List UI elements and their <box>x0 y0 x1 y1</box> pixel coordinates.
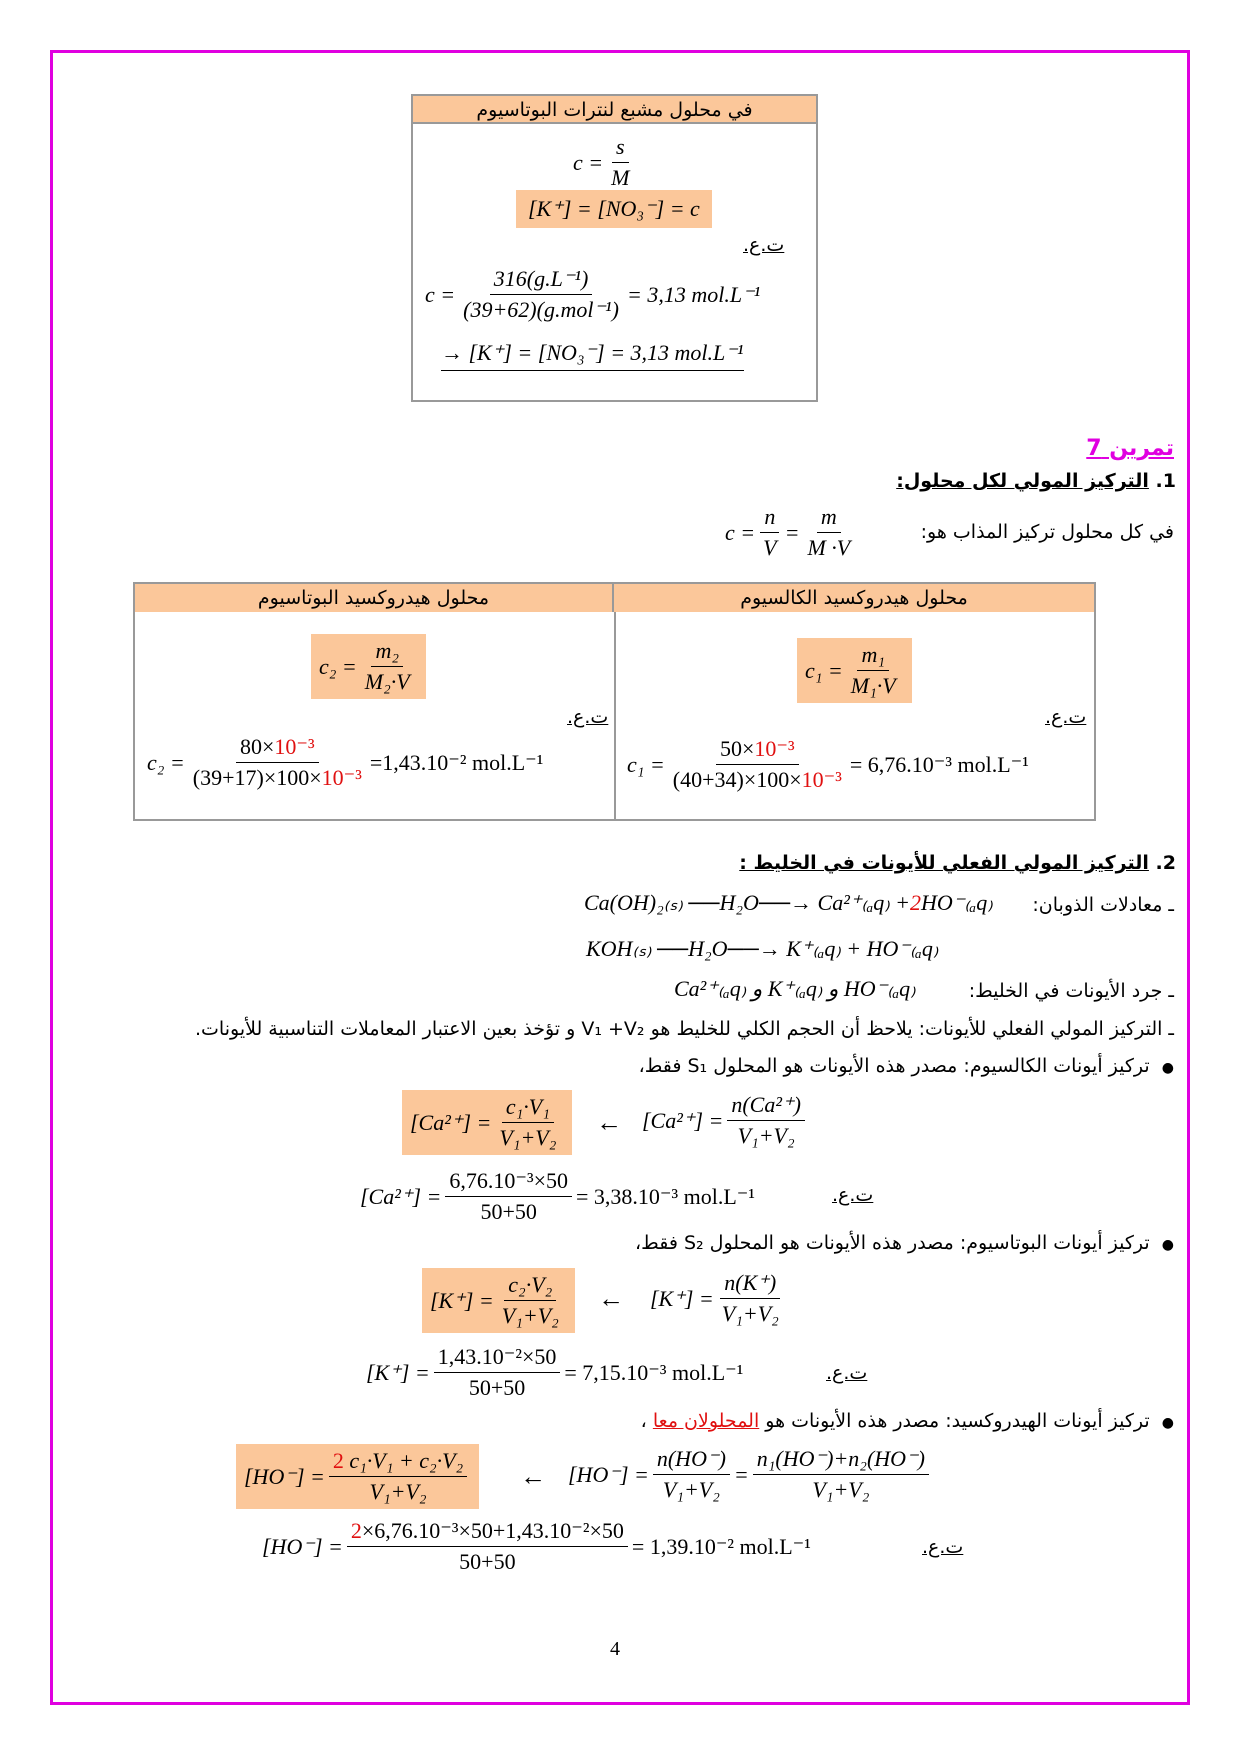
k-bullet: ● تركيز أيونات البوتاسيوم: مصدر هذه الأيونات هو المحلول S₂ فقط، <box>635 1232 1174 1254</box>
left-formula: c₂ = $\frac{\text{m₂}}{\text{M₂·V}}$ <box>311 634 426 699</box>
q1-text: في كل محلول تركيز المذاب هو: <box>920 521 1174 543</box>
ca-arrow: ← <box>596 1108 622 1137</box>
k-tn: ت.ع. <box>826 1362 868 1384</box>
ho-calc: [HO⁻] = $\frac{\text{2×6,76.10⁻³×50+1,43.10⁻²×50}}{50+50}$ = 1,39.10⁻² mol.L⁻¹ <box>262 1518 811 1574</box>
top-eq1: c = $\frac{s}{M}$ <box>573 134 630 190</box>
right-formula: c₁ = $\frac{\text{m₁}}{\text{M₁·V}}$ <box>797 638 912 703</box>
dissolution-label: ـ معادلات الذوبان: <box>1032 894 1174 916</box>
top-eq3: c = $\frac{\text{316(g.L⁻¹)}}{\text{(39+62)(g.mol⁻¹)}}$ = 3,13 mol.L⁻¹ <box>425 266 761 322</box>
page-number: 4 <box>610 1638 620 1660</box>
top-table-header: في محلول مشبع لنترات البوتاسيوم <box>413 96 816 124</box>
col-right-header: محلول هيدروكسيد الكالسيوم <box>614 584 1094 612</box>
k-formula-hl: [K⁺] = $\frac{\text{c₂·V₂}}{\text{V₁+V₂}}$ <box>422 1268 575 1333</box>
left-calc: c₂ = $\frac{\text{80×10⁻³}}{\text{(39+17)×100×10⁻³}}$ =1,43.10⁻² mol.L⁻¹ <box>147 734 544 790</box>
solutions-table <box>133 582 1096 821</box>
top-eq2: [K⁺] = [NO₃⁻] = c <box>516 190 712 228</box>
q1-title: 1. التركيز المولي لكل محلول: <box>896 470 1176 492</box>
ca-calc: [Ca²⁺] = $\frac{\text{6,76.10⁻³×50}}{50+50}$ = 3,38.10⁻³ mol.L⁻¹ <box>360 1168 755 1224</box>
col-left-header: محلول هيدروكسيد البوتاسيوم <box>135 584 614 612</box>
effective-line: ـ التركيز المولي الفعلي للأيونات: يلاحظ أن الحجم الكلي للخليط هو V₁ +V₂ و تؤخذ بعين الاعتبار المعاملات التناسبية للأيونات. <box>195 1018 1174 1040</box>
top-tn: ت.ع. <box>743 234 785 256</box>
left-tn: ت.ع. <box>567 706 609 728</box>
ho-arrow: ← <box>520 1462 546 1491</box>
ions-list: HO⁻₍ₐq₎ و K⁺₍ₐq₎ و Ca²⁺₍ₐq₎ <box>674 976 916 1001</box>
eq-koh: KOH₍ₛ₎ ──H₂O──→ K⁺₍ₐq₎ + HO⁻₍ₐq₎ <box>586 936 939 961</box>
k-arrow: ← <box>598 1284 624 1313</box>
ca-formula-hl: [Ca²⁺] = $\frac{\text{c₁·V₁}}{\text{V₁+V₂}}$ <box>402 1090 572 1155</box>
ho-bullet: ● تركيز أيونات الهيدروكسيد: مصدر هذه الأيونات هو المحلولان معا ، <box>640 1410 1174 1432</box>
q2-title: 2. التركيز المولي الفعلي للأيونات في الخليط : <box>739 852 1176 874</box>
k-calc: [K⁺] = $\frac{\text{1,43.10⁻²×50}}{50+50}$ = 7,15.10⁻³ mol.L⁻¹ <box>366 1344 744 1400</box>
right-tn: ت.ع. <box>1045 706 1087 728</box>
ca-bullet: ● تركيز أيونات الكالسيوم: مصدر هذه الأيونات هو المحلول S₁ فقط، <box>638 1055 1174 1077</box>
eq-caoh: Ca(OH)₂₍ₛ₎ ──H₂O──→ Ca²⁺₍ₐq₎ +2HO⁻₍ₐq₎ <box>584 890 993 915</box>
ho-formula-def: [HO⁻] = $\frac{n(HO^-)}{\text{V₁+V₂}}$ = $\frac{\text{n₁(HO⁻)+n₂(HO⁻)}}{\text{V₁+V₂}}$ <box>568 1444 933 1505</box>
ho-tn: ت.ع. <box>922 1536 964 1558</box>
top-table <box>411 94 818 402</box>
ions-label: ـ جرد الأيونات في الخليط: <box>968 980 1174 1002</box>
top-eq4: → [K⁺] = [NO₃⁻] = 3,13 mol.L⁻¹ <box>441 340 744 371</box>
exercise-title: تمرين 7 <box>1086 436 1174 461</box>
ca-tn: ت.ع. <box>832 1184 874 1206</box>
right-calc: c₁ = $\frac{\text{50×10⁻³}}{\text{(40+34)×100×10⁻³}}$ = 6,76.10⁻³ mol.L⁻¹ <box>627 736 1029 792</box>
q1-formula: c = $\frac{n}{V}$ = $\frac{m}{M \cdot V}$ <box>725 504 851 560</box>
k-formula-def: [K⁺] = $\frac{n(K^+)}{\text{V₁+V₂}}$ <box>650 1270 779 1326</box>
ca-formula-def: [Ca²⁺] = $\frac{\text{n(Ca²⁺)}}{\text{V₁+V₂}}$ <box>642 1090 809 1151</box>
ho-formula-hl: [HO⁻] = $\frac{\text{2 c₁·V₁ + c₂·V₂}}{\text{V₁+V₂}}$ <box>236 1444 479 1509</box>
